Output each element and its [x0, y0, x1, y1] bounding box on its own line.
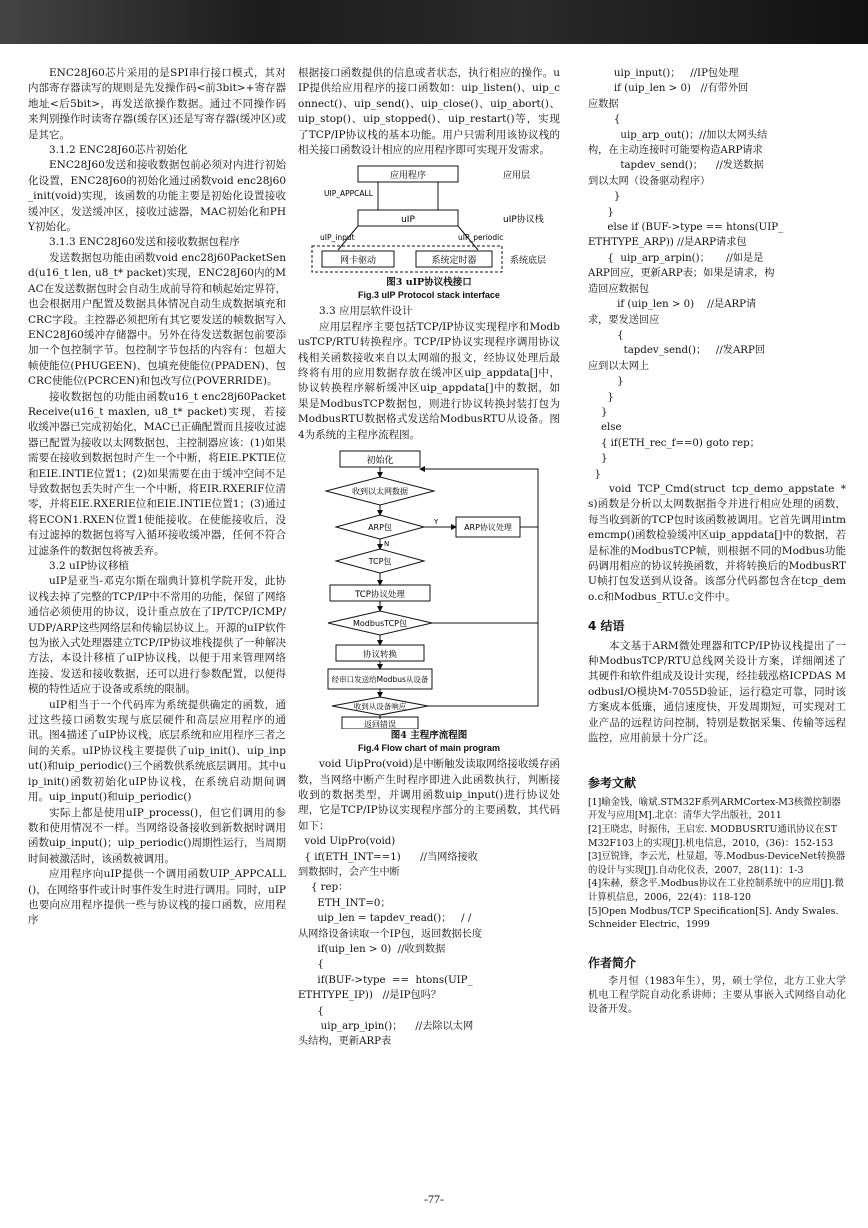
figure-caption: 图4 主程序流程图	[390, 730, 468, 742]
section-heading: 3.2 uIP协议移植	[49, 560, 130, 572]
code-block: void UipPro(void) { if(ETH_INT==1) //当网络接收 到数据时，会产生中断 { rep： ETH_INT=0； uip_len = tapdev_read()； / / 从网络设备读取一个IP包，返回数据长度 if(uip_len > 0) //收到数据 { if(BUF->type == htons(UIP_ ETHTYPE_IP)) //是IP包吗？ { uip_arp_ipin()； //去除以太网 头结构，更新ARP表	[298, 836, 483, 1048]
figure-4-flowchart	[298, 449, 560, 729]
uip-stack-label: uIP协议栈	[503, 215, 544, 226]
paragraph: 本文基于ARM微处理器和TCP/IP协议栈提出了一种ModbusTCP/RTU总线网关设计方案，详细阐述了其硬件和软件组成及设计实现，经挂载泓格ICPDAS ModbusI/O模块M-7055D验证，运行稳定可靠，同时该方案成本低廉，通信速度快，开发周期短，可实现对工业产品的远程访问控制，特别是数据采集、传输等远程监控，应用前景十分广泛。	[588, 639, 846, 745]
paragraph: 接收数据包的功能由函数u16_t enc28j60PacketReceive(u16_t maxlen, u8_t* packet)实现，若接收缓冲器已完成初始化，MAC已正确配置而且接收过滤器已配置为接收以太网数据包，主控制器应该：(1)如果需要在接收到数据包时产生一个中断，将EIE.PKTIE位和EIE.INTIE位置1；(2)如果需要在由于缓冲空间不足导致数据包丢失时产生一个中断，将EIR.RXERIF位清零，并将EIE.RXERIE位和EIE.INTIE位置1；(3)通过将ECON1.RXEN位置1使能接收。在使能接收后，没有过滤掉的数据包将写入循环接收缓冲器，任何不符合过滤条件的数据包将被丢弃。	[28, 390, 286, 557]
send-modbus-label: 经串口发送给Modbus从设备	[331, 675, 429, 685]
convert-label: 协议转换	[362, 650, 398, 661]
loop-back-line	[432, 527, 538, 623]
figure-caption-en: Fig.4 Flow chart of main program	[357, 743, 500, 754]
arp-proc-label: ARP协议处理	[464, 523, 512, 533]
app-label: 应用程序	[389, 171, 427, 182]
reference-item: [3]豆锐锋，李云光，杜显超，等.Modbus-DeviceNet转换器的设计与实现[J].自动化仪表，2007，28(11)：1-3	[588, 851, 846, 876]
paragraph: uIP是亚当-邓克尔斯在瑞典计算机学院开发，此协议栈去掉了完整的TCP/IP中不常用的功能，保留了网络通信必须使用的协议，设计重点放在了IP/TCP/ICMP/UDP/ARP这些网络层和传输层协议上。开源的uIP软件包为嵌入式处理器建立TCP/IP协议堆栈提供了一种解决方法，本设计移植了uIP协议栈，以便于用来管理网络连接、发送和接收数据，还可以进行参数配置，以便得模的特性适应于设备或系统的限制。	[28, 575, 286, 696]
recv-label: 收到以太网数据	[352, 487, 408, 497]
code-block: uip_input()； //IP包处理 if (uip_len > 0) //有带外回 应数据 { uip_arp_out()；//加以太网头结 构，在主动连接时可能要构造ARP请求 tapdev_send()； //发送数据 到以太网（设备驱动程序） } } else if (BUF->type == htons(UIP_ ETHTYPE_ARP)) //是ARP请求包 { uip_arp_arpin()； //如是是 ARP回应，更新ARP表；如果是请求，构 造回应数据包 if (uip_len > 0) //是ARP请 求，要发送回应 { tapdev_send()； //发ARP回 应到以太网上 } } } else { if(ETH_rec_f==0) goto rep； } }	[588, 68, 784, 480]
figure-caption-en: Fig.3 uIP Protocol stack interface	[358, 290, 500, 301]
reference-item: [4]朱赫，蔡念平.Modbus协议在工业控制系统中的应用[J].微计算机信息，2006，22(4)：118-120	[588, 878, 844, 904]
netdrv-label: 网卡驱动	[339, 256, 377, 267]
paragraph: void TCP_Cmd(struct tcp_demo_appstate *s)函数是分析以太网数据指令并进行相应处理的函数，每当收到新的TCP包时该函数被调用。它首先调用intmemcmp()函数检验缓冲区uip_appdata[]中的数据，若是标准的ModbusTCP帧，则根据不同的Modbus功能码调用相应的协议转换函数，并将转换后的ModbusRTU帧打包发送到从设备。该部分代码都包含在tcp_demo.c和Modbus_RTU.c文件中。	[588, 482, 846, 603]
app-layer-label: 应用层	[503, 171, 531, 182]
modbus-tcp-label: ModbusTCP包	[352, 619, 408, 629]
section-heading: 4 结语	[588, 619, 625, 634]
section-heading: 3.1.3 ENC28J60发送和接收数据包程序	[49, 236, 240, 249]
timer-label: 系统定时器	[431, 256, 477, 267]
page-number: -77-	[424, 1192, 444, 1206]
uip-label: uIP	[401, 215, 415, 226]
paragraph: void UipPro(void)是中断触发读取网络接收缓存函数，当网络中断产生时程序即进入此函数执行，判断接收到的数据类型，并调用函数uip_input()进行协议处理，它是TCP/IP协议实现程序部分的主要函数，其代码如下：	[298, 758, 560, 832]
reference-item: [5]Open Modbus/TCP Specification[S]. Andy Swales. Schneider Electric，1999	[588, 905, 839, 931]
section-heading: 3.3 应用层软件设计	[319, 305, 413, 318]
tcp-label: TCP包	[368, 557, 392, 567]
uip-input-label: uIP_input	[320, 233, 355, 243]
paragraph: 实际上都是使用uIP_process()，但它们调用的参数和使用情况不一样。当网络设备接收到新数据时调用函数uip_input()；uip_periodic()周期性运行，当周期时间被激活时，该函数被调用。	[28, 806, 286, 865]
paragraph: ENC28J60芯片采用的是SPI串行接口模式，其对内部寄存器读写的规则是先发操作码<前3bit>+寄存器地址<后5bit>，再发送欲操作数据。通过不同操作码来判别操作时读寄存器(缓存区)还是写寄存器(缓冲区)或是其它。	[28, 67, 286, 141]
top-banner	[0, 0, 868, 44]
tcp-proc-label: TCP协议处理	[355, 590, 405, 601]
author-heading: 作者简介	[588, 955, 637, 970]
column-left	[28, 66, 286, 929]
reference-item: [2]王晓忠，时振伟，王启宏. MODBUSRTU通讯协议在STM32F103上的实现[J].机电信息，2010，(36)：152-153	[588, 824, 837, 849]
reference-item: [1]喻金钱，喻斌.STM32F系列ARMCortex-M3核微控制器开发与应用[M].北京：清华大学出版社，2011	[588, 796, 841, 822]
loop-back-line	[428, 623, 538, 706]
paragraph: 发送数据包功能由函数void enc28j60PacketSend(u16_t len, u8_t* packet)实现，ENC28J60内的MAC在发送数据包时会自动生成前导符和帧起始定界符，也会根据用户配置及数据具体情况自动生成数据填充和CRC字段。主控器必须把所有其它要发送的帧数据写入ENC28J60缓冲存储器中。另外在待发送数据包前要添加一个包控制字节。包控制字节包括的内容有：包超大帧使能位(PHUGEEN)、包填充使能位(PPADEN)、包CRC使能位(PCRCEN)和包改写位(POVERRIDE)。	[28, 251, 286, 388]
references-list	[588, 796, 846, 932]
uip-periodic-label: uIP_periodic	[458, 233, 504, 243]
author-bio: 李月恒（1983年生），男，硕士学位，北方工业大学机电工程学院自动化系讲师；主要从事嵌入式网络自动化设备开发。	[588, 976, 846, 1016]
paragraph: 根据接口函数提供的信息或者状态，执行相应的操作。uIP提供给应用程序的接口函数如：uip_listen()、uip_connect()、uip_send()、uip_close()、uip_abort()、uip_stop()、uip_stopped()、uip_restart()等，实现了TCP/IP协议栈的基本功能。用户只需利用该协议栈的相关接口函数设计相应的应用程序即可实现开发需求。	[298, 67, 560, 157]
references-heading: 参考文献	[588, 776, 637, 791]
ret-err-label: 返回错误	[364, 720, 396, 730]
paragraph: 应用层程序主要包括TCP/IP协议实现程序和ModbusTCP/RTU转换程序。TCP/IP协议实现程序调用协议栈相关函数接收来自以太网端的报文，经协议处理后最终将有用的应用数据存放在缓冲区uip_appdata[]中，协议转换程序解析缓冲区uip_appdata[]中的数据，如果是ModbusTCP数据包，则进行协议转换封装打包为ModbusRTU数据格式发送给ModbusRTU从设备。图4为系统的主程序流程图。	[298, 320, 560, 441]
no-label: N	[384, 540, 390, 549]
yes-label: Y	[434, 518, 439, 527]
figure-3-diagram	[298, 164, 560, 276]
paragraph: 应用程序向uIP提供一个调用函数UIP_APPCALL()，在网络事件或计时事件发生时进行调用。同时，uIP也要向应用程序提供一些与协议栈的接口函数，应用程序	[28, 868, 286, 927]
column-middle	[298, 66, 560, 1050]
section-heading: 3.1.2 ENC28J60芯片初始化	[49, 144, 188, 157]
recv-reply-label: 收到从设备响应	[353, 702, 407, 712]
arp-label: ARP包	[368, 523, 392, 533]
figure-caption: 图3 uIP协议栈接口	[386, 277, 472, 289]
sys-bottom-label: 系统底层	[510, 256, 547, 267]
init-label: 初始化	[366, 456, 394, 467]
paragraph: ENC28J60发送和接收数据包前必须对内进行初始化设置，ENC28J60的初始化通过函数void enc28j60_init(void)实现，该函数的功能主要是初始化设置接收缓冲区，发送缓冲区，接收过滤器，MAC初始化和PHY初始化。	[28, 159, 286, 234]
paragraph: uIP相当于一个代码库为系统提供确定的函数，通过这些接口函数实现与底层硬件和高层应用程序的通讯。图4描述了uIP协议栈，底层系统和应用程序三者之间的关系。uIP协议栈主要提供了uip_init()、uip_input()和uip_periodic()三个函数供系统底层调用。其中uip_init()函数初始化uIP协议栈，在系统启动期间调用。uip_input()和uip_periodic()	[28, 698, 286, 804]
appcall-label: UIP_APPCALL	[324, 189, 373, 199]
column-right	[588, 66, 846, 1017]
